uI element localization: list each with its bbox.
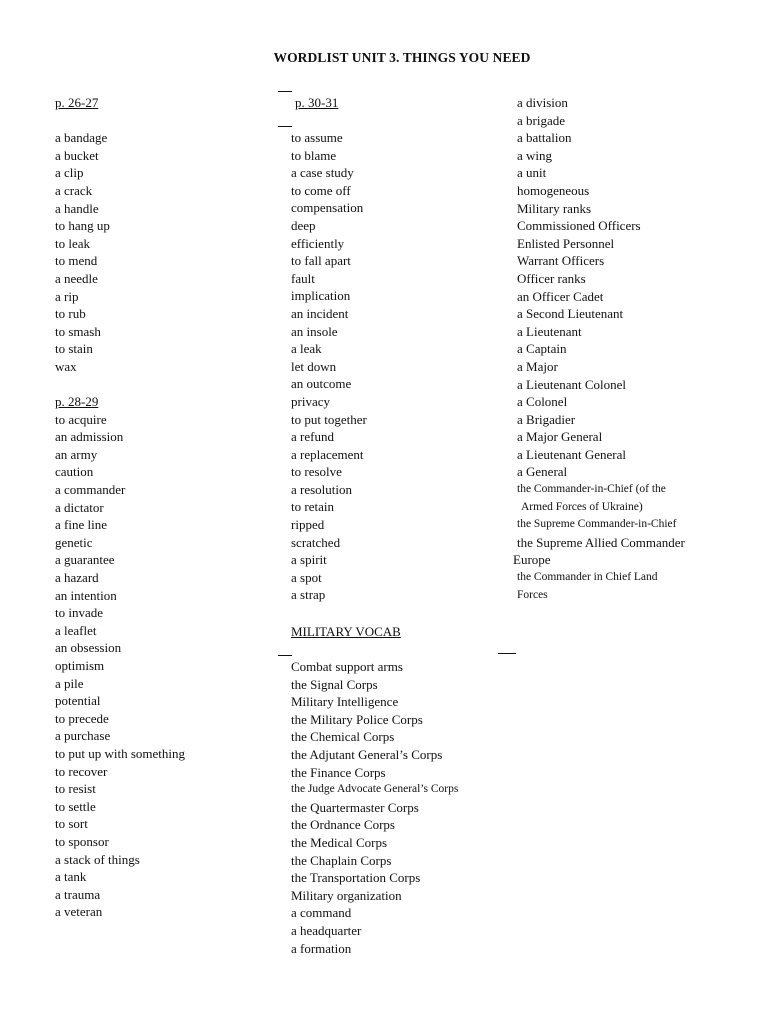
list-item: the Ordnance Corps (291, 817, 395, 833)
list-item: a handle (55, 200, 99, 216)
divider-dash (278, 91, 292, 92)
list-item: deep (291, 217, 316, 233)
list-item: to retain (291, 499, 334, 515)
list-item: to mend (55, 253, 98, 269)
section-heading: MILITARY VOCAB (291, 624, 401, 639)
list-item: a Captain (517, 341, 567, 357)
list-item: caution (55, 464, 94, 480)
list-item: a case study (291, 165, 354, 181)
list-item: to precede (55, 710, 109, 726)
list-item: a veteran (55, 904, 103, 920)
list-item: the Finance Corps (291, 764, 386, 780)
list-item: Military ranks (517, 200, 592, 216)
list-item: Europe (513, 552, 551, 568)
list-item: to stain (55, 341, 93, 357)
list-item: an insole (291, 323, 338, 339)
list-item: Combat support arms (291, 659, 403, 674)
list-item: a formation (291, 940, 352, 956)
list-item: to recover (55, 763, 108, 779)
list-item: the Supreme Allied Commander (517, 534, 685, 550)
list-item: to assume (291, 130, 343, 145)
list-item: to resolve (291, 464, 342, 480)
list-item: to put up with something (55, 745, 185, 761)
list-item: Officer ranks (517, 270, 586, 286)
list-item: to sort (55, 816, 88, 832)
list-item: a division (517, 95, 568, 110)
list-item: a fine line (55, 517, 107, 533)
list-item: a Colonel (517, 394, 568, 410)
list-item: the Supreme Commander-in-Chief (517, 518, 677, 531)
list-item: privacy (291, 393, 330, 409)
list-item: a Second Lieutenant (517, 306, 624, 322)
list-item: a unit (517, 165, 547, 181)
list-item: a Major General (517, 429, 603, 445)
list-item: Forces (517, 588, 548, 601)
list-item: to resist (55, 781, 96, 797)
list-item: an incident (291, 305, 349, 321)
list-item: to fall apart (291, 253, 351, 269)
list-item: to sponsor (55, 833, 109, 849)
list-item: a spot (291, 569, 322, 585)
list-item: a stack of things (55, 851, 140, 867)
list-item: a crack (55, 182, 93, 198)
list-item: the Commander in Chief Land (517, 571, 658, 584)
divider-dash (498, 653, 516, 654)
list-item: Enlisted Personnel (517, 235, 615, 251)
list-item: scratched (291, 534, 341, 550)
list-item: to invade (55, 605, 104, 621)
military-vocab-list (291, 658, 458, 957)
list-item: the Military Police Corps (291, 711, 423, 727)
list-item: to put together (291, 411, 367, 427)
list-item: an army (55, 446, 98, 462)
list-item: a leak (291, 341, 322, 357)
list-item: a dictator (55, 499, 104, 515)
list-item: the Adjutant General’s Corps (291, 746, 443, 762)
list-item: to leak (55, 235, 91, 251)
list-item: a replacement (291, 446, 364, 462)
spacer (55, 112, 185, 130)
list-item: a General (517, 464, 568, 480)
list-item: a resolution (291, 481, 353, 497)
page-title: WORDLIST UNIT 3. THINGS YOU NEED (273, 50, 531, 65)
column-3 (513, 94, 685, 604)
list-item: let down (291, 358, 337, 374)
list-item: a battalion (517, 130, 572, 146)
list-item: a purchase (55, 728, 111, 744)
section-heading: p. 30-31 (295, 95, 339, 110)
list-item: the Judge Advocate General’s Corps (291, 783, 459, 796)
list-item: the Chemical Corps (291, 729, 395, 745)
list-item: to blame (291, 147, 337, 163)
list-item: an obsession (55, 640, 122, 656)
list-item: to settle (55, 798, 96, 814)
divider-dash (278, 655, 292, 656)
list-item: a spirit (291, 552, 327, 568)
list-item: the Chaplain Corps (291, 852, 392, 868)
list-item: wax (55, 358, 77, 374)
list-item: optimism (55, 658, 105, 673)
list-item: an intention (55, 587, 117, 603)
list-item: a trauma (55, 886, 101, 902)
list-item: a Lieutenant General (517, 446, 626, 462)
list-item: Warrant Officers (517, 253, 605, 269)
list-item: the Commander-in-Chief (of the (517, 483, 666, 496)
list-item: to smash (55, 323, 101, 339)
column-1 (55, 94, 185, 921)
list-item: a commander (55, 482, 126, 498)
list-item: to hang up (55, 218, 110, 234)
list-item: a headquarter (291, 922, 362, 938)
list-item: a command (291, 905, 352, 921)
list-item: to acquire (55, 411, 107, 427)
list-item: a needle (55, 270, 98, 286)
list-item: a refund (291, 429, 334, 445)
list-item: a Lieutenant Colonel (517, 376, 627, 392)
list-item: an admission (55, 429, 124, 445)
list-item: Military Intelligence (291, 694, 399, 710)
list-item: implication (291, 288, 351, 304)
list-item: the Signal Corps (291, 676, 378, 692)
list-item: an Officer Cadet (517, 288, 604, 304)
list-item: Military organization (291, 887, 402, 903)
list-item: an outcome (291, 376, 352, 392)
list-item: the Medical Corps (291, 834, 388, 850)
list-item: a bucket (55, 147, 99, 163)
list-item: Commissioned Officers (517, 218, 641, 234)
list-item: a guarantee (55, 552, 115, 568)
list-item: a bandage (55, 130, 108, 146)
section-heading: p. 26-27 (55, 95, 99, 110)
list-item: to rub (55, 306, 86, 322)
list-item: genetic (55, 534, 93, 550)
list-item: a leaflet (55, 622, 97, 638)
list-item: a wing (517, 147, 553, 163)
list-item: a strap (291, 587, 326, 603)
list-item: a hazard (55, 570, 99, 586)
list-item: potential (55, 693, 101, 709)
list-item: a clip (55, 165, 84, 181)
spacer (55, 376, 185, 394)
list-item: a brigade (517, 112, 566, 128)
list-item: Armed Forces of Ukraine) (521, 500, 643, 513)
list-item: a tank (55, 869, 87, 885)
column-2 (291, 129, 367, 604)
list-item: a pile (55, 675, 84, 691)
list-item: ripped (291, 517, 325, 533)
list-item: compensation (291, 200, 364, 216)
list-item: homogeneous (517, 182, 590, 198)
list-item: a Brigadier (517, 411, 576, 427)
section-heading: p. 28-29 (55, 394, 99, 410)
list-item: a rip (55, 288, 79, 304)
list-item: efficiently (291, 235, 345, 251)
list-item: to come off (291, 182, 351, 198)
list-item: a Lieutenant (517, 323, 582, 339)
list-item: fault (291, 270, 315, 286)
list-item: the Transportation Corps (291, 870, 421, 886)
list-item: a Major (517, 358, 558, 374)
divider-dash (278, 126, 292, 127)
list-item: the Quartermaster Corps (291, 799, 419, 815)
